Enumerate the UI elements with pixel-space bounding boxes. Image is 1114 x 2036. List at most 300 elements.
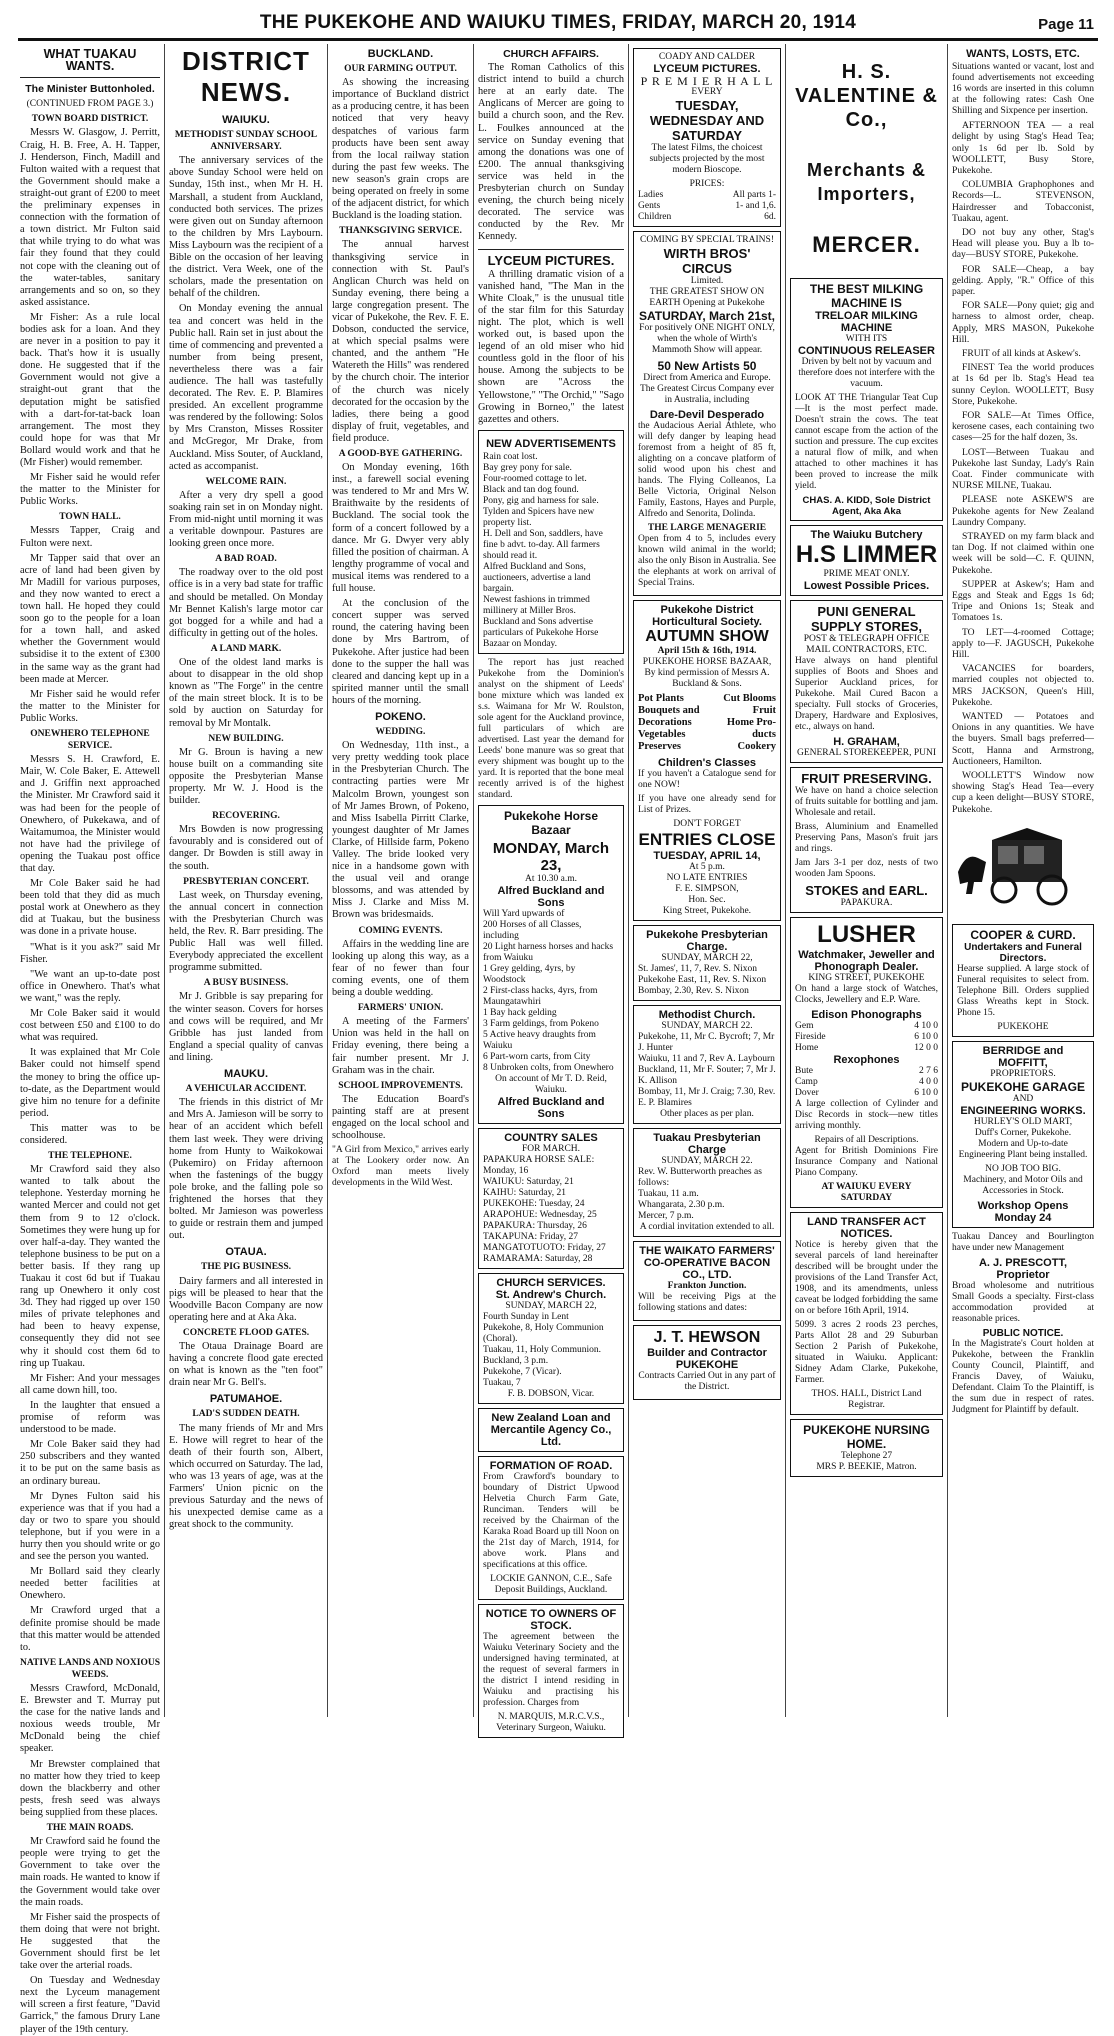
paragraph: Messrs Crawford, McDonald, E. Brewster and T. Murray put the case for the native lands and noxious weeds trouble, Mr McDonald being the chief speaker. <box>20 1683 160 1755</box>
horse-bazaar-time: At 10.30 a.m. <box>525 873 577 884</box>
list-cell: 4 10 0 <box>914 1021 938 1031</box>
horse-bazaar-ad <box>478 805 624 1124</box>
list-item: 3 Farm geldings, from Pokeno <box>483 1018 599 1029</box>
article-subheading: The Minister Buttonholed. <box>25 83 155 96</box>
list-cell: Pot Plants <box>638 693 684 705</box>
prime-meat: PRIME MEAT ONLY. <box>823 569 910 579</box>
place-heading: POKENO. <box>375 710 426 723</box>
column-rule <box>327 44 328 1717</box>
menagerie: THE LARGE MENAGERIE <box>647 523 767 534</box>
list-item: Tuakau, 11, Holy Communion. <box>483 1344 602 1355</box>
paragraph: The anniversary services of the above Sunday School were held on Sunday, 15th inst., when Mr H. H. Marshall, a student from Auckland, conducted both services. The prizes were given out on Sunday afternoon to the children by Mrs Laybourn. Miss Laybourn was the recipient of a Bible on the occasion of her leaving the district. Vera Week, one of the scholars, made the presentation on behalf of the children. <box>169 155 323 300</box>
list-item: 1 Bay hack gelding <box>483 1007 557 1018</box>
presby-date: SUNDAY, MARCH 22, <box>661 952 753 963</box>
fruit-preserving-ad <box>790 767 943 913</box>
paragraph: After a very dry spell a good soaking rain set in on Monday night. From mid-night until morning it was a veritable downpour. Pastures are looking green once more. <box>169 489 323 550</box>
horse-list <box>483 909 619 1074</box>
road-heading: FORMATION OF ROAD. <box>489 1459 613 1472</box>
country-sales-sub: FOR MARCH. <box>521 1143 581 1154</box>
paragraph: Mr Fisher: As a rule local bodies ask for a loan. And they are never in a position to pay it back. That's how it is usually done. He suggested that if the Government would not give a straight-out grant that the deputation might be satisfied with a dart-for-tat-back loan arrangement. The most they could hope for was that Mr Bollard would work and that he (Mr Fisher) would remember. <box>20 311 160 468</box>
fruit-heading: FRUIT PRESERVING. <box>801 771 932 786</box>
paragraph: Mr Crawford urged that a definite promise should be made that this matter would be attended to. <box>20 1605 160 1653</box>
church-affairs-heading: CHURCH AFFAIRS. <box>503 48 599 60</box>
paragraph: "What is it you ask?" said Mr Fisher. <box>20 941 160 965</box>
list-item: 1 Grey gelding, 4yrs, by Woodstock <box>483 963 576 985</box>
rexo-list <box>795 1066 938 1099</box>
list-item: Tylden and Spicers have new property list. <box>483 506 595 528</box>
section-heading: THE MAIN ROADS. <box>46 1823 134 1834</box>
bacon-sub: Frankton Junction. <box>667 1280 747 1291</box>
list-cell: Dover <box>795 1088 819 1098</box>
paragraph: FRUIT of all kinds at Askew's. <box>962 347 1081 359</box>
section-heading: THE TELEPHONE. <box>48 1151 132 1162</box>
section-heading: TOWN HALL. <box>59 512 121 523</box>
catalogue-note: If you haven't a Catalogue send for one NOW! <box>638 768 776 790</box>
list-item: 2 First-class hacks, 4yrs, from Maungatawhiri <box>483 985 598 1007</box>
paragraph: On Monday evening, 16th inst., a farewell social evening was tendered to Mr and Mrs W. Braithwaite by the residents of Buckland. The social took the form of a concert followed by a dance. Mr G. Dwyer very ably filled the position of chairman. A lengthy programme of vocal and musical items was rendered to a full house. <box>332 462 469 595</box>
paragraph: The annual harvest thanksgiving service in connection with St. Paul's Anglican Church was held on Sunday evening, there being a large congregation present. The vicar of Pukekohe, the Rev. F. E. Dobson, conducted the service, at which special psalms were chanted, and the anthem "He Watereth the Hills" was rendered by the church choir. The interior of the church was nicely decorated for the occasion by the ladies, there being a good display of fruit, vegetables, and field produce. <box>332 239 469 444</box>
milk-heading: THE BEST MILKING MACHINE IS <box>809 282 924 310</box>
list-item: 20 Light harness horses and hacks from Waiuku <box>483 941 614 963</box>
puni-text: Have always on hand plentiful supplies of Boots and Shoes and Superior Auckland prices, for Pukekohe. Mail Cured Bacon a specialty. Full stocks of Groceries, Drapery, Hardware and Explosives, etc., always on hand. <box>795 656 938 732</box>
footer-note: "A Girl from Mexico," arrives early at The Lookery order now. An Oxford man meets lively developments in the Wild West. <box>332 1145 469 1189</box>
hearse-illustration <box>952 822 1094 912</box>
nz-loan-heading: New Zealand Loan and Mercantile Agency Co., Ltd. <box>490 1411 612 1448</box>
paragraph: As showing the increasing importance of Buckland district as a producing centre, it has been noticed that very heavy despatches of various farm products have been sent away from the local railway station during the past few weeks. The new season's grain crops are being operated on freely in some of the adjacent district, for which Buckland is the loading station. <box>332 77 469 222</box>
public-notice-heading: PUBLIC NOTICE. <box>982 1327 1064 1339</box>
paragraph: The roadway over to the old post office is in a very bad state for traffic and should be metalled. On Monday Mr Bennet Kalish's large motor car got bogged for a while and had a difficulty in getting out of the holes. <box>169 567 323 639</box>
children-classes: Children's Classes <box>658 756 756 769</box>
list-item: RAMARAMA: Saturday, 28 <box>483 1253 593 1264</box>
paragraph: This matter was to be considered. <box>20 1122 160 1146</box>
column-rule <box>628 44 629 1717</box>
milk-with: WITH ITS <box>845 334 888 344</box>
paragraph: LOST—Between Tuakau and Pukekohe last Sunday, Lady's Rain Coat. Finder communicate with NURSE MILNE, Tuakau. <box>952 446 1094 492</box>
list-cell: All parts 1- <box>732 190 776 201</box>
butchery-heading: The Waiuku Butchery <box>810 529 923 541</box>
auctioneer-name: Alfred Buckland and Sons <box>497 1095 605 1120</box>
paragraph: Dairy farmers and all interested in pigs will be pleased to hear that the Woodville Bacon Company are now operating here and at Aka Aka. <box>169 1275 323 1323</box>
list-item: Rev. W. Butterworth preaches as follows: <box>638 1166 762 1188</box>
paragraph: Mr G. Broun is having a new house built on a commanding site opposite the Presbyterian Manse property. Mr W. J. Hood is the builder. <box>169 746 323 807</box>
land-text: 5099. 3 acres 2 roods 23 perches, Parts Allot 28 and 29 Suburban Section 2 Parish of Pukekohe, situated in Waiuku. Applicant: Sidney Adam Clarke, Pukekohe, Farmer. <box>795 1320 938 1385</box>
tuakau-heading: Tuakau Presbyterian Charge <box>653 1131 761 1156</box>
list-item: Newest fashions in trimmed millinery at Miller Bros. <box>483 594 590 616</box>
and-label: AND <box>1012 1093 1034 1104</box>
item-heading: A BAD ROAD. <box>215 554 277 565</box>
graham-name: H. GRAHAM, <box>833 736 900 748</box>
list-cell: Vegetables <box>638 729 686 741</box>
bacon-heading: THE WAIKATO FARMERS' CO-OPERATIVE BACON CO., LTD. <box>639 1244 775 1281</box>
land-text: Notice is hereby given that the several parcels of land hereinafter described will be brought under the provisions of the Land Transfer Act, 1908, and its amendments, unless caveat be lodged forbidding the same on or before 16th April, 1914. <box>795 1240 938 1316</box>
prices-heading: PRICES: <box>689 179 725 190</box>
wants-intro: Situations wanted or vacant, lost and found advertisements not exceeding 16 words are inserted in this column at the following rates: Cash One Shilling and Sixpence per insertion. <box>952 62 1094 117</box>
lusher-town: KING STREET, PUKEKOHE <box>808 973 925 983</box>
bazar: PUKEKOHE HORSE BAZAAR, <box>642 657 772 668</box>
lyceum-ad-heading: LYCEUM PICTURES. <box>653 63 761 75</box>
mercer-label: MERCER. <box>812 232 921 257</box>
paragraphs <box>20 1164 160 1654</box>
methodist-ad <box>633 1005 781 1124</box>
list-cell: Cookery <box>737 741 776 753</box>
nursing-tel: Telephone 27 <box>840 1451 893 1461</box>
hewson-text: Contracts Carried Out in any part of the District. <box>638 1370 776 1392</box>
coady-calder: COADY AND CALDER <box>658 52 756 62</box>
paragraphs <box>20 1836 160 2036</box>
lyceum-heading: LYCEUM PICTURES. <box>487 252 615 268</box>
paragraphs <box>20 525 160 725</box>
paragraph: Mr Cole Baker said he had been told that they did as much postal work at Onewhero as they did at Tuakau, but the business was done in a private house. <box>20 878 160 938</box>
agent-text: Agent for British Dominions Fire Insurance Company and National Piano Company. <box>795 1146 938 1178</box>
prescott-text: Broad wholesome and nutritious Small Goods a specialty. First-class accommodation provided at reasonable prices. <box>952 1280 1094 1324</box>
list-cell: ducts <box>752 729 776 741</box>
stock-heading: NOTICE TO OWNERS OF STOCK. <box>485 1607 617 1632</box>
tuakau-note: Tuakau Dancey and Bourlington have under new Management <box>952 1231 1094 1253</box>
garage-text: Modern and Up-to-date Engineering Plant being installed. <box>958 1138 1088 1160</box>
district-news-heading: DISTRICT NEWS. <box>182 46 310 107</box>
paragraph: FINEST Tea the world produces at 1s 6d per lb. Stag's Head tea sunny Ceylon. WOOLLETT, Busy Store, Pukekohe. <box>952 362 1094 407</box>
list-cell: 6d. <box>764 212 776 223</box>
circus-ltd: Limited. <box>690 276 724 287</box>
list-item <box>638 705 776 717</box>
hewson-town: PUKEKOHE <box>675 1358 739 1371</box>
lusher-text: On hand a large stock of Watches, Clocks, Jewellery and E.P. Ware. <box>795 984 938 1005</box>
secretary-title: Hon. Sec. <box>688 894 726 905</box>
edison-list <box>795 1021 938 1054</box>
hewson-name: J. T. HEWSON <box>653 1328 761 1346</box>
news-blocks <box>169 114 323 1531</box>
paragraph: Mrs Bowden is now progressing favourably and is considered out of danger. Dr Bowden is still away in the south. <box>169 824 323 872</box>
column-seven <box>952 44 1094 1719</box>
list-item <box>795 1077 938 1088</box>
nursing-home-ad <box>790 1419 943 1477</box>
item-heading: A LAND MARK. <box>210 643 282 654</box>
cooper-curd-ad <box>952 924 1094 1037</box>
continued-note: (CONTINUED FROM PAGE 3.) <box>26 99 154 110</box>
list-item: Pony, gig and harness for sale. <box>483 495 599 506</box>
list-cell: Cut Blooms <box>723 693 776 705</box>
cooper-town: PUKEKOHE <box>997 1021 1049 1032</box>
paragraph: "We want an up-to-date post office in Onewhero. That's what we want," was the reply. <box>20 968 160 1004</box>
bacon-text: Will be receiving Pigs at the following stations and dates: <box>638 1291 776 1313</box>
stock-notice-ad <box>478 1604 624 1738</box>
stock-text: The agreement between the Waiuku Veterinary Society and the undersigned having terminated, at the request of several farmers in the district I intend residing in Waiuku and practising his profession. Charges from <box>483 1631 619 1708</box>
paragraph: Messrs W. Glasgow, J. Perritt, Craig, H. B. Free, A. H. Tapper, J. Henderson, Finch, Madill and Fulton waited with a request that the Government should make a straight-out grant of £200 to meet the preliminary expenses in connection with the formation of a town district. Mr Fulton said that while trying to do what was fair they found that they could not cope with the cleaning out of the water-tables, sanitary arrangements and so on, so they asked assistance. <box>20 127 160 308</box>
paragraph: It was explained that Mr Cole Baker could not himself spend the money to bring the office up-to-date, as the Department would give him no tenure for a definite period. <box>20 1047 160 1119</box>
list-cell: Decorations <box>638 717 692 729</box>
paragraph: Mr Fisher said he would refer the matter to the Minister for Public Works. <box>20 688 160 724</box>
section-heading: TOWN BOARD DISTRICT. <box>31 114 149 125</box>
paragraph: Mr Cole Baker said they had 250 subscribers and they wanted it to be put on the same basis as an ordinary bureau. <box>20 1439 160 1487</box>
every-label: EVERY <box>691 87 723 98</box>
list-item: Buckland, 11, Mr F. Souter; 7, Mr J. K. Allison <box>638 1064 776 1086</box>
list-item: Mercer, 7 p.m. <box>638 1210 694 1221</box>
presby-heading: Pukekohe Presbyterian Charge. <box>646 928 768 953</box>
list-item: Whangarata, 2.30 p.m. <box>638 1199 725 1210</box>
fruit-text: We have on hand a choice selection of fruits suitable for bottling and jam. Wholesale and retail. <box>795 786 938 818</box>
paragraph: Mr Tapper said that over an acre of land had been given by Mr Madill for various purposes, and they now wanted to erect a town hall. He hoped they could soon go to the people for a loan for a town hall, and asked whether the Government would subsidise it to the extent of £300 in the same way as the grant had been made at Mercer. <box>20 552 160 685</box>
lyceum-text: A thrilling dramatic vision of a vanished hand, "The Man in the White Cloak," is the unusual title of the star film for this Saturday night. The plot, which is well worked out, is based upon the legend of an old miser who hid countless gold in the floor of his house. Among the subjects to be shown are "Across the Yellowstone," "The Orchid," "Sago Growing in Borneo," the latest gazettes and others. <box>478 268 624 425</box>
page-number: Page 11 <box>1038 16 1094 33</box>
catalogue-note: If you have one already send for List of Prizes. <box>638 793 776 815</box>
list-cell: Preserves <box>638 741 681 753</box>
entries-time: At 5 p.m. <box>689 861 725 872</box>
auctioneer-name: Alfred Buckland and Sons <box>497 884 605 909</box>
list-item: H. Dell and Son, saddlers, have fine b advt. to-day. All farmers should read it. <box>483 528 603 561</box>
list-item: Pukekohe East, 11, Rev. S. Nixon <box>638 974 767 985</box>
list-item: Black and tan dog found. <box>483 484 579 495</box>
berridge-name: BERRIDGE and MOFFITT, <box>982 1044 1064 1069</box>
berridge-sub: PROPRIETORS. <box>990 1068 1056 1079</box>
tuakau-note: A cordial invitation extended to all. <box>639 1221 775 1232</box>
list-item: Buckland, 3 p.m. <box>483 1355 549 1366</box>
list-item <box>795 1032 938 1043</box>
list-item <box>638 729 776 741</box>
column-buckland <box>332 44 469 1719</box>
tuakau-date: SUNDAY, MARCH 22. <box>661 1155 753 1166</box>
paragraphs <box>20 1683 160 1819</box>
paragraphs <box>20 754 160 1147</box>
horse-bazaar-date: MONDAY, March 23, <box>492 839 610 874</box>
secretary-address: King Street, Pukekohe. <box>662 905 752 916</box>
paragraphs <box>20 127 160 508</box>
circus-ad <box>633 231 781 596</box>
list-item: KAIHU: Saturday, 21 <box>483 1187 567 1198</box>
new-ads-heading: NEW ADVERTISEMENTS <box>486 437 616 450</box>
graham-sub: GENERAL STOREKEEPER, PUNI <box>796 748 937 758</box>
paragraph: Mr Cole Baker said it would cost between £50 and £100 to do what was required. <box>20 1008 160 1044</box>
item-heading: A GOOD-BYE GATHERING. <box>338 449 463 459</box>
lusher-name: LUSHER <box>817 921 916 948</box>
autumn-show: AUTUMN SHOW <box>645 628 769 646</box>
horticultural-ad <box>633 600 781 920</box>
horse-note: On account of Mr T. D. Reid, Waiuku. <box>495 1073 607 1095</box>
meth-note: Other places as per plan. <box>660 1108 754 1119</box>
rexo-heading: Rexophones <box>833 1054 900 1066</box>
list-item: Pukekohe, 11, Mr C. Bycroft; 7, Mr J. Hunter <box>638 1031 775 1053</box>
puni-heading: PUNI GENERAL SUPPLY STORES, <box>810 604 923 634</box>
column-rule <box>947 44 948 1717</box>
circus-once: For positively ONE NIGHT ONLY, when the whole of Wirth's Mammoth Show will appear. <box>639 323 775 356</box>
paragraph: The Otaua Drainage Board are having a concrete flood gate erected on what is known as the "ten foot" drain near Mr G. Bell's. <box>169 1341 323 1389</box>
repairs: Repairs of all Descriptions. <box>814 1135 919 1145</box>
puni-stores-ad <box>790 600 943 763</box>
road-text: From Crawford's boundary to boundary of District Upwood Helvetia Church Farm Gate, Runciman. Tenders will be received by the Chairman of the Karaka Road Board up till Noon on the 21st day of March, 1914, for above work. Plans and specifications at this office. <box>483 1471 619 1570</box>
church-services-line: SUNDAY, MARCH 22, <box>505 1300 597 1311</box>
autumn-date: April 15th & 16th, 1914. <box>657 646 757 657</box>
paragraph: In the laughter that ensued a promise of reform was understood to be made. <box>20 1399 160 1436</box>
hort-heading: Pukekohe District Horticultural Society. <box>652 604 762 629</box>
puni-sub: POST & TELEGRAPH OFFICE MAIL CONTRACTORS, ETC. <box>803 634 930 655</box>
church-affairs-text: The Roman Catholics of this district intend to build a church here at an early date. The Anglicans of Mercer are going to build a church soon, and the Rev. L. Foulkes announced at the service on Sunday evening that among the donations was one of £200. The annual thanksgiving service was held in the Presbyterian church on Sunday evening, the church being nicely decorated. The service was conducted by the Rev. Mr Kennedy. <box>478 62 624 243</box>
lusher-sub: Watchmaker, Jeweller and Phonograph Dealer. <box>798 949 935 973</box>
paragraph: Messrs S. H. Crawford, E. Mair, W. Cole Baker, E. Attewell and J. Griffin next approached the Minister. Mr Crawford said it was had been for the people of Onewhero, of Pukekawa, and of Waitamumoa, the Minister would not have had the privilege of opening the Tuakau post office that day. <box>20 754 160 874</box>
list-cell: Home Pro- <box>726 717 776 729</box>
list-cell: Camp <box>795 1077 818 1087</box>
rexo-text: A large collection of Cylinder and Disc Records in stock—new titles arriving monthly. <box>795 1099 938 1131</box>
article-heading: WHAT TUAKAU WANTS. <box>43 47 137 74</box>
list-item: WAIUKU: Saturday, 21 <box>483 1176 574 1187</box>
item-heading: CONCRETE FLOOD GATES. <box>182 1327 310 1338</box>
church-services-ad <box>478 1273 624 1404</box>
hewson-ad <box>633 1325 781 1400</box>
item-heading: A VEHICULAR ACCIDENT. <box>185 1084 307 1095</box>
paragraph: Affairs in the wedding line are looking up along this way, as a fear of no fewer than four coming events, one of them being a double wedding. <box>332 938 469 999</box>
no-job-too-big: NO JOB TOO BIG. <box>985 1163 1061 1174</box>
paragraph: On Tuesday and Wednesday next the Lyceum management will screen a first feature, "David Garrick," the famous Drury Lane player of the 19th century. <box>20 1975 160 2035</box>
paragraph: Mr Fisher said the prospects of them doing that were not bright. He suggested that the Government should first be let take over the arterial roads. <box>20 1911 160 1972</box>
newspaper-title: THE PUKEKOHE AND WAIUKU TIMES, FRIDAY, MARCH 20, 1914 <box>259 12 857 33</box>
paragraph: WOOLLETT'S Window now showing Stag's Head Tea—every cup a keen delight—BUSY STORE, Pukekohe. <box>952 770 1094 815</box>
tuakau-presby-ad <box>633 1128 781 1237</box>
list-cell: Fireside <box>795 1032 826 1042</box>
presbyterian-ad <box>633 925 781 1001</box>
column-district-news <box>169 44 323 1719</box>
list-item: Pukekohe, 7 (Vicar). <box>483 1366 562 1377</box>
road-signature: LOCKIE GANNON, C.E., Safe Deposit Buildings, Auckland. <box>490 1573 612 1595</box>
item-heading: LAD'S SUDDEN DEATH. <box>192 1409 300 1420</box>
waiuku-saturday: AT WAIUKU EVERY SATURDAY <box>821 1182 912 1203</box>
list-item: Pukekohe, 8, Holy Communion (Choral). <box>483 1322 604 1344</box>
bone-manure-report: The report has just reached Pukekohe from the Dominion's analyst on the shipment of Leeds' bone mixture which was landed ex s.s. Waimana for Mr W. Roulston, sole agent for the Auckland province, full particulars of which are advertised. Last year the demand for Leeds' bone manure was so great that every shipment was bought up to the yard. It is reported that the bone meal recently arrived is of the highest standard. <box>478 657 624 800</box>
item-heading: OUR FARMING OUTPUT. <box>344 64 457 75</box>
list-item <box>638 717 776 729</box>
secretary: F. E. SIMPSON, <box>675 883 739 894</box>
list-item: MANGATOTUOTO: Friday, 27 <box>483 1242 606 1253</box>
country-sales-ad <box>478 1128 624 1269</box>
wants-heading: WANTS, LOSTS, ETC. <box>966 48 1080 60</box>
tuakau-list <box>638 1167 776 1222</box>
stokes-town: PAPAKURA. <box>840 898 893 908</box>
entries-date: TUESDAY, APRIL 14, <box>653 849 761 862</box>
country-sales-list <box>483 1155 619 1265</box>
item-heading: WELCOME RAIN. <box>205 476 287 487</box>
paragraph: The many friends of Mr and Mrs E. Howe will regret to hear of the death of their fourth son, Albert, which occurred on Saturday. The lad, who was 13 years of age, was at the Farmers' Union picnic on the previous Saturday and the news of his unexpected demise came as a great shock to the community. <box>169 1422 323 1531</box>
paragraph: Mr Dynes Fulton said his experience was that if you had a day or two to spare you should telephone, but if you were in a hurry then you should write or go and see the person you wanted. <box>20 1490 160 1563</box>
milk-text: Driven by belt not by vacuum and therefore does not interfere with the vacuum. <box>798 357 935 389</box>
paragraph: The Education Board's painting staff are at present engaged on the local school and schoolhouse. <box>332 1093 469 1142</box>
column-church-affairs <box>478 44 624 1733</box>
lusher-ad <box>790 917 943 1208</box>
list-item: 5 Active heavy draughts from Waiuku <box>483 1029 596 1051</box>
paragraph: Last week, on Thursday evening, the annual concert in connection with the Presbyterian Church was held, the Rev. R. Barr presiding. The Public Hall was well filled. Everybody appreciated the excellent programme submitted. <box>169 889 323 974</box>
list-item: Bombay, 11, Mr J. Craig; 7.30, Rev. E. P. Blamires <box>638 1086 776 1108</box>
list-cell: Ladies <box>638 190 664 201</box>
new-advertisements-box <box>478 430 624 654</box>
nursing-signature: MRS P. BEEKIE, Matron. <box>816 1462 917 1472</box>
nz-loan-ad <box>478 1408 624 1452</box>
church-services-line: CHURCH SERVICES. <box>496 1276 606 1289</box>
list-item <box>638 741 776 753</box>
circus-artists: 50 New Artists 50 <box>657 359 757 374</box>
list-item: Tuakau, 11 a.m. <box>638 1188 699 1199</box>
column-rule <box>785 44 786 1717</box>
classified-list <box>952 120 1094 815</box>
edison-heading: Edison Phonographs <box>811 1009 922 1021</box>
list-item: 200 Horses of all Classes, including <box>483 919 582 941</box>
milk-text: LOOK AT THE Triangular Teat Cup—It is the most perfect made. Doesn't strain the cows. The teat cannot escape from the action of the suction and pressure. The cup excites a natural flow of milk, and when attached to other machines it has been proved to increase the milk yield. <box>795 393 938 491</box>
milking-machine-ad <box>790 278 943 521</box>
paragraph: On Wednesday, 11th inst., a very pretty wedding took place in the Presbyterian Church. The contracting parties were Mr Malcolm Brown, youngest son of Mr James Brown, of Pokeno, and Miss Isabella Pirritt Clarke, youngest daughter of Mr James Clarke, of Hillside farm, Pokeno Valley. The bride looked very nice in a handsome gown with the usual veil and orange blossoms, and was attended by Miss J. Clarke and Miss M. Brown was bridesmaids. <box>332 740 469 921</box>
list-cell: Gents <box>638 201 661 212</box>
paragraph: SUPPER at Askew's; Ham and Eggs and Steak and Eggs 1s 6d; Tripe and Onions 1s; Steak and Tomatoes 1s. <box>952 578 1094 624</box>
column-rule <box>164 44 165 1717</box>
new-ads-list <box>483 452 619 650</box>
merchants-importers: Merchants & Importers, <box>806 160 927 204</box>
column-entertainment <box>633 44 781 1719</box>
list-item: Fourth Sunday in Lent <box>483 1311 569 1322</box>
vicar-signature: F. B. DOBSON, Vicar. <box>507 1388 595 1399</box>
paragraph: Mr Crawford said they also wanted to talk about the telephone. Yesterday morning he wanted Mercer and could not get them from 9 to 12 o'clock. Sometimes they were hung up for over half-a-day. They wanted the telephone business to be put on a better basis. If they rang up Tuakau it cost 6d but if Tuakau rang up Onewhero it only cost 3d. They had rigged up over 150 miles of private telephones and had been to heavy expense, consequently they did not see why it should cost them 6d to ring up Tuakau. <box>20 1164 160 1369</box>
paragraph: TO LET—4-roomed Cottage; apply to—F. JAGUSCH, Pukekohe Hill. <box>952 626 1094 661</box>
paragraph: COLUMBIA Graphophones and Records—L. STEVENSON, Hairdresser and Tobacconist, Tuakau, agent. <box>952 179 1094 224</box>
circus-star: Dare-Devil Desperado <box>649 409 765 422</box>
list-cell: 6 10 0 <box>914 1088 938 1098</box>
lowest-prices: Lowest Possible Prices. <box>803 580 930 592</box>
place-heading: WAIUKU. <box>222 114 270 126</box>
paragraph: Mr Brewster complained that no matter how they tried to keep down the blackberry and other pests, fresh seed was always being supplied from these places. <box>20 1758 160 1818</box>
horse-bazaar-heading: Pukekohe Horse Bazaar <box>503 808 599 837</box>
paragraph: DO not buy any other, Stag's Head will please you. Buy a lb to-day—BUSY STORE, Pukekohe. <box>952 226 1094 261</box>
list-cell: Bute <box>795 1066 813 1076</box>
meth-list <box>638 1032 776 1109</box>
paragraph: A meeting of the Farmers' Union was held in the hall on Friday evening, there being a fair number present. Mr J. Graham was in the chair. <box>332 1016 469 1076</box>
list-item: Buckland and Sons advertise particulars of Pukekohe Horse Bazaar on Monday. <box>483 616 599 649</box>
cooper-text: Hearse supplied. A large stock of Funeral requisites to select from. Telephone Bill. Orders supplied Glass Wreaths kept in Stock. Phone 15. <box>957 963 1089 1018</box>
paragraph: On Monday evening the annual tea and concert was held in the Public hall. Rain set in just about the time of commencing and prevented a number from being present, nevertheless there was a fair audience. The hall was tastefully decorated. The Rev. E. P. Blamires presided. An excellent programme was rendered by the following: Solos by Mrs Cranston, Misses Rossiter and McGregor, Mr Drake, from Auckland. Miss Souter, of Auckland, acted as accompanist. <box>169 303 323 472</box>
paragraph: FOR SALE—At Times Office, kerosene cases, each containing two cases—25 for the half dozen, 3s. <box>952 409 1094 444</box>
church-services-line: St. Andrew's Church. <box>495 1288 607 1301</box>
list-cell: Bouquets and <box>638 705 700 717</box>
paragraph: WANTED — Potatoes and Onions in any quantities. We have the buyers. Small bags preferred—Scott, Hanna and Armstrong, Auctioneers, Hamilton. <box>952 711 1094 767</box>
milk-signature: CHAS. A. KIDD, Sole District Agent, Aka Aka <box>802 495 931 517</box>
paragraph: STRAYED on my farm black and tan Dog. If not claimed within one week will be sold—C. F. QUINN, Pukekohe. <box>952 531 1094 576</box>
place-heading: MAUKU. <box>224 1068 268 1081</box>
paragraph: PLEASE note ASKEW'S are Pukekohe agents for New Zealand Laundry Company. <box>952 494 1094 528</box>
list-cell: Gem <box>795 1021 814 1031</box>
workshop-opens: Workshop Opens Monday 24 <box>977 1199 1069 1224</box>
list-item: PAPAKURA: Thursday, 26 <box>483 1220 587 1231</box>
list-item: Will Yard upwards of <box>483 908 565 919</box>
land-signature: THOS. HALL, District Land Registrar. <box>811 1389 922 1410</box>
item-heading: THANKSGIVING SERVICE. <box>339 226 462 237</box>
garage-heading: PUKEKOHE GARAGE <box>960 1079 1085 1094</box>
item-heading: WEDDING. <box>375 727 426 738</box>
list-item: Alfred Buckland and Sons, auctioneers, advertise a land bargain. <box>483 561 591 594</box>
stock-signature: N. MARQUIS, M.R.C.V.S., Veterinary Surgeon, Waiuku. <box>496 1711 606 1733</box>
paragraph: Mr Fisher: And your messages all came down hill, too. <box>20 1372 160 1396</box>
circus-direct: Direct from America and Europe. The Greatest Circus Company ever in Australia, including <box>639 373 774 406</box>
section-heading: ONEWHERO TELEPHONE SERVICE. <box>30 728 150 752</box>
circus-heading: WIRTH BROS' CIRCUS <box>663 246 751 277</box>
list-item <box>795 1088 938 1099</box>
column-tuakau-wants <box>20 44 160 2035</box>
meth-date: SUNDAY, MARCH 22. <box>661 1020 753 1031</box>
masthead <box>18 10 1098 41</box>
limmer-name: H.S LIMMER <box>795 541 938 568</box>
list-item <box>795 1066 938 1077</box>
list-item: Rain coat lost. <box>483 451 538 462</box>
hewson-sub: Builder and Contractor <box>647 1346 767 1359</box>
milk-name: TRELOAR MILKING MACHINE <box>815 310 918 334</box>
bacon-ad <box>633 1241 781 1321</box>
list-item: Waiuku, 11 and 7, Rev A. Laybourn <box>638 1053 775 1064</box>
section-heading: NATIVE LANDS AND NOXIOUS WEEDS. <box>20 1657 160 1680</box>
list-item: PUKEKOHE: Tuesday, 24 <box>483 1198 585 1209</box>
presby-list <box>638 964 776 997</box>
paragraph: Mr J. Gribble is say preparing for the winter season. Covers for horses and cows will be required, and Mr Gribble has just landed from England a special quality of canvas and lining. <box>169 991 323 1063</box>
list-cell: 4 0 0 <box>919 1077 938 1087</box>
